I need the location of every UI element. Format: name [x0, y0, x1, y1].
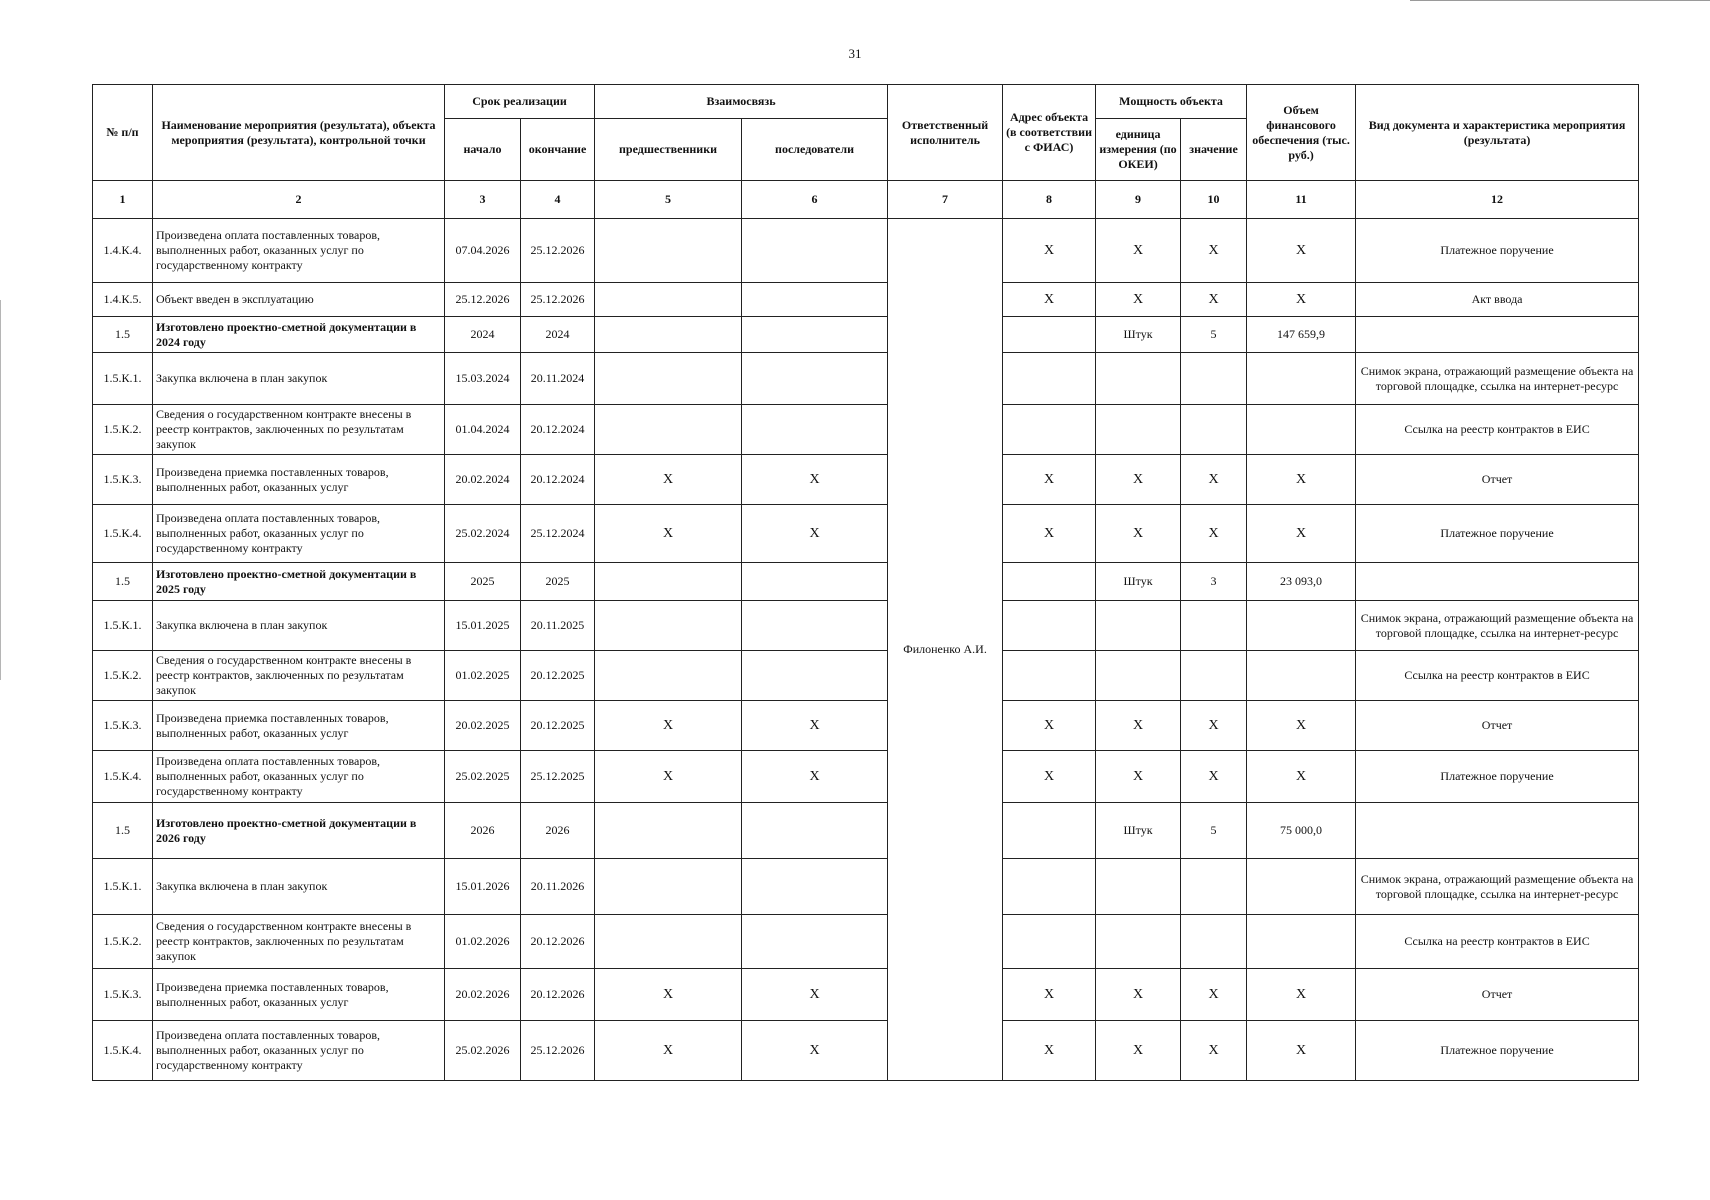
row-address: X	[1003, 505, 1096, 563]
row-unit: X	[1096, 505, 1181, 563]
row-address: X	[1003, 751, 1096, 803]
row-successors	[742, 317, 888, 353]
column-number: 1	[93, 181, 153, 219]
column-number-row	[93, 181, 1639, 219]
row-address: X	[1003, 283, 1096, 317]
row-doc	[1356, 317, 1639, 353]
table-row	[93, 283, 1639, 317]
row-end: 20.12.2026	[521, 969, 595, 1021]
row-name: Закупка включена в план закупок	[153, 353, 445, 405]
row-successors	[742, 405, 888, 455]
table-row	[93, 803, 1639, 859]
row-name: Сведения о государственном контракте внесены в реестр контрактов, заключенных по результатам закупок	[153, 915, 445, 969]
row-name: Произведена оплата поставленных товаров, выполненных работ, оказанных услуг по государственному контракту	[153, 219, 445, 283]
row-unit: Штук	[1096, 317, 1181, 353]
row-start: 01.02.2025	[445, 651, 521, 701]
row-address	[1003, 317, 1096, 353]
row-number: 1.5.К.1.	[93, 859, 153, 915]
row-start: 01.02.2026	[445, 915, 521, 969]
row-successors: X	[742, 751, 888, 803]
row-doc	[1356, 803, 1639, 859]
row-successors	[742, 219, 888, 283]
row-start: 15.01.2026	[445, 859, 521, 915]
row-number: 1.5.К.4.	[93, 1021, 153, 1081]
table-row	[93, 505, 1639, 563]
row-name: Сведения о государственном контракте внесены в реестр контрактов, заключенных по результатам закупок	[153, 651, 445, 701]
row-funding: X	[1247, 283, 1356, 317]
row-end: 20.11.2024	[521, 353, 595, 405]
column-number: 4	[521, 181, 595, 219]
row-end: 25.12.2025	[521, 751, 595, 803]
row-successors: X	[742, 455, 888, 505]
row-number: 1.5.К.2.	[93, 651, 153, 701]
row-predecessors	[595, 601, 742, 651]
row-value: X	[1181, 1021, 1247, 1081]
row-start: 25.02.2026	[445, 1021, 521, 1081]
row-successors: X	[742, 505, 888, 563]
row-end: 20.12.2025	[521, 701, 595, 751]
table-row	[93, 219, 1639, 283]
row-unit: X	[1096, 219, 1181, 283]
row-unit: Штук	[1096, 803, 1181, 859]
row-successors	[742, 651, 888, 701]
row-predecessors	[595, 915, 742, 969]
row-name: Произведена приемка поставленных товаров, выполненных работ, оказанных услуг	[153, 969, 445, 1021]
row-successors	[742, 915, 888, 969]
row-start: 20.02.2026	[445, 969, 521, 1021]
row-name: Изготовлено проектно-сметной документации в 2024 году	[153, 317, 445, 353]
row-value	[1181, 915, 1247, 969]
row-address: X	[1003, 219, 1096, 283]
row-doc	[1356, 563, 1639, 601]
column-number: 2	[153, 181, 445, 219]
row-value: 3	[1181, 563, 1247, 601]
column-number: 12	[1356, 181, 1639, 219]
row-value: X	[1181, 283, 1247, 317]
column-number: 7	[888, 181, 1003, 219]
row-name: Произведена оплата поставленных товаров, выполненных работ, оказанных услуг по государственному контракту	[153, 751, 445, 803]
row-start: 25.02.2025	[445, 751, 521, 803]
row-successors	[742, 353, 888, 405]
row-successors: X	[742, 969, 888, 1021]
header-funding: Объем финансового обеспечения (тыс. руб.)	[1247, 85, 1356, 181]
row-end: 20.12.2026	[521, 915, 595, 969]
row-unit	[1096, 601, 1181, 651]
row-unit: X	[1096, 969, 1181, 1021]
row-doc: Акт ввода	[1356, 283, 1639, 317]
plan-table	[92, 84, 1639, 1081]
table-row	[93, 353, 1639, 405]
row-doc: Снимок экрана, отражающий размещение объекта на торговой площадке, ссылка на интернет-ресурс	[1356, 859, 1639, 915]
row-number: 1.5.К.4.	[93, 505, 153, 563]
row-end: 2025	[521, 563, 595, 601]
row-funding	[1247, 601, 1356, 651]
row-address	[1003, 651, 1096, 701]
row-funding: X	[1247, 969, 1356, 1021]
row-end: 20.11.2025	[521, 601, 595, 651]
row-number: 1.5.К.2.	[93, 915, 153, 969]
row-address	[1003, 859, 1096, 915]
row-unit: X	[1096, 1021, 1181, 1081]
row-name: Закупка включена в план закупок	[153, 859, 445, 915]
row-doc: Отчет	[1356, 701, 1639, 751]
row-number: 1.5.К.1.	[93, 353, 153, 405]
row-doc: Снимок экрана, отражающий размещение объекта на торговой площадке, ссылка на интернет-ресурс	[1356, 601, 1639, 651]
row-doc: Отчет	[1356, 455, 1639, 505]
row-address: X	[1003, 455, 1096, 505]
row-funding: X	[1247, 219, 1356, 283]
row-value	[1181, 651, 1247, 701]
table-row	[93, 601, 1639, 651]
scan-edge-line	[1410, 0, 1710, 1]
row-value: X	[1181, 751, 1247, 803]
row-value: X	[1181, 701, 1247, 751]
row-name: Произведена приемка поставленных товаров, выполненных работ, оказанных услуг	[153, 701, 445, 751]
column-number: 5	[595, 181, 742, 219]
row-funding: X	[1247, 505, 1356, 563]
row-end: 20.12.2025	[521, 651, 595, 701]
row-successors	[742, 283, 888, 317]
table-row	[93, 751, 1639, 803]
row-start: 25.12.2026	[445, 283, 521, 317]
row-unit: X	[1096, 701, 1181, 751]
row-name: Произведена оплата поставленных товаров, выполненных работ, оказанных услуг по государственному контракту	[153, 1021, 445, 1081]
row-address	[1003, 563, 1096, 601]
row-name: Произведена оплата поставленных товаров, выполненных работ, оказанных услуг по государственному контракту	[153, 505, 445, 563]
row-address	[1003, 353, 1096, 405]
row-predecessors: X	[595, 505, 742, 563]
row-predecessors	[595, 651, 742, 701]
column-number: 8	[1003, 181, 1096, 219]
row-end: 25.12.2026	[521, 283, 595, 317]
row-value: 5	[1181, 803, 1247, 859]
header-row-top	[93, 85, 1639, 119]
row-address	[1003, 601, 1096, 651]
table-row	[93, 1021, 1639, 1081]
table-row	[93, 859, 1639, 915]
row-doc: Платежное поручение	[1356, 1021, 1639, 1081]
row-funding: X	[1247, 751, 1356, 803]
row-number: 1.5	[93, 317, 153, 353]
row-unit	[1096, 915, 1181, 969]
row-value	[1181, 859, 1247, 915]
row-number: 1.5	[93, 563, 153, 601]
header-capacity: Мощность объекта	[1096, 85, 1247, 119]
row-start: 2025	[445, 563, 521, 601]
row-successors: X	[742, 701, 888, 751]
row-predecessors	[595, 859, 742, 915]
row-predecessors	[595, 317, 742, 353]
row-funding	[1247, 859, 1356, 915]
row-number: 1.5	[93, 803, 153, 859]
row-predecessors: X	[595, 751, 742, 803]
row-predecessors	[595, 803, 742, 859]
row-successors: X	[742, 1021, 888, 1081]
header-period: Срок реализации	[445, 85, 595, 119]
table-row	[93, 405, 1639, 455]
row-value: X	[1181, 455, 1247, 505]
header-address: Адрес объекта (в соответствии с ФИАС)	[1003, 85, 1096, 181]
row-number: 1.5.К.3.	[93, 455, 153, 505]
column-number: 6	[742, 181, 888, 219]
row-start: 20.02.2024	[445, 455, 521, 505]
table-row	[93, 651, 1639, 701]
row-start: 15.03.2024	[445, 353, 521, 405]
row-address	[1003, 405, 1096, 455]
row-funding: X	[1247, 1021, 1356, 1081]
row-address: X	[1003, 1021, 1096, 1081]
row-unit	[1096, 859, 1181, 915]
row-start: 20.02.2025	[445, 701, 521, 751]
row-doc: Отчет	[1356, 969, 1639, 1021]
row-predecessors: X	[595, 701, 742, 751]
column-number: 3	[445, 181, 521, 219]
row-number: 1.5.К.4.	[93, 751, 153, 803]
row-value: X	[1181, 219, 1247, 283]
row-funding: X	[1247, 455, 1356, 505]
row-funding: 75 000,0	[1247, 803, 1356, 859]
row-end: 20.11.2026	[521, 859, 595, 915]
table-row	[93, 969, 1639, 1021]
row-value: 5	[1181, 317, 1247, 353]
header-successors: последователи	[742, 119, 888, 181]
row-predecessors	[595, 283, 742, 317]
row-unit: X	[1096, 751, 1181, 803]
row-value: X	[1181, 969, 1247, 1021]
column-number: 11	[1247, 181, 1356, 219]
row-unit	[1096, 651, 1181, 701]
row-predecessors: X	[595, 969, 742, 1021]
row-unit: Штук	[1096, 563, 1181, 601]
row-doc: Ссылка на реестр контрактов в ЕИС	[1356, 915, 1639, 969]
row-doc: Ссылка на реестр контрактов в ЕИС	[1356, 405, 1639, 455]
row-address: X	[1003, 701, 1096, 751]
table-row	[93, 563, 1639, 601]
row-value: X	[1181, 505, 1247, 563]
row-start: 07.04.2026	[445, 219, 521, 283]
responsible-person: Филоненко А.И.	[888, 219, 1003, 1081]
row-name: Объект введен в эксплуатацию	[153, 283, 445, 317]
row-unit	[1096, 405, 1181, 455]
row-number: 1.4.К.5.	[93, 283, 153, 317]
row-name: Произведена приемка поставленных товаров, выполненных работ, оказанных услуг	[153, 455, 445, 505]
row-start: 2026	[445, 803, 521, 859]
row-end: 20.12.2024	[521, 405, 595, 455]
row-end: 2026	[521, 803, 595, 859]
header-responsible: Ответственный исполнитель	[888, 85, 1003, 181]
header-start: начало	[445, 119, 521, 181]
row-funding	[1247, 353, 1356, 405]
row-doc: Снимок экрана, отражающий размещение объекта на торговой площадке, ссылка на интернет-ресурс	[1356, 353, 1639, 405]
row-number: 1.5.К.3.	[93, 969, 153, 1021]
row-end: 25.12.2026	[521, 1021, 595, 1081]
row-predecessors	[595, 405, 742, 455]
row-doc: Ссылка на реестр контрактов в ЕИС	[1356, 651, 1639, 701]
row-name: Закупка включена в план закупок	[153, 601, 445, 651]
header-unit: единица измерения (по ОКЕИ)	[1096, 119, 1181, 181]
table-row	[93, 701, 1639, 751]
row-funding: X	[1247, 701, 1356, 751]
row-number: 1.5.К.2.	[93, 405, 153, 455]
table-row	[93, 915, 1639, 969]
column-number: 10	[1181, 181, 1247, 219]
row-funding	[1247, 651, 1356, 701]
scan-edge-line	[0, 300, 1, 680]
row-start: 25.02.2024	[445, 505, 521, 563]
header-name: Наименование мероприятия (результата), объекта мероприятия (результата), контрольной точки	[153, 85, 445, 181]
row-funding	[1247, 405, 1356, 455]
row-value	[1181, 601, 1247, 651]
row-end: 20.12.2024	[521, 455, 595, 505]
row-value	[1181, 353, 1247, 405]
row-name: Изготовлено проектно-сметной документации в 2026 году	[153, 803, 445, 859]
row-successors	[742, 601, 888, 651]
row-number: 1.5.К.3.	[93, 701, 153, 751]
header-doc: Вид документа и характеристика мероприятия (результата)	[1356, 85, 1639, 181]
row-predecessors	[595, 563, 742, 601]
row-funding: 23 093,0	[1247, 563, 1356, 601]
row-name: Изготовлено проектно-сметной документации в 2025 году	[153, 563, 445, 601]
row-doc: Платежное поручение	[1356, 505, 1639, 563]
row-start: 15.01.2025	[445, 601, 521, 651]
header-end: окончание	[521, 119, 595, 181]
row-name: Сведения о государственном контракте внесены в реестр контрактов, заключенных по результатам закупок	[153, 405, 445, 455]
row-funding	[1247, 915, 1356, 969]
row-end: 2024	[521, 317, 595, 353]
page-number: 31	[848, 46, 862, 61]
row-number: 1.4.К.4.	[93, 219, 153, 283]
row-address	[1003, 915, 1096, 969]
row-unit: X	[1096, 455, 1181, 505]
row-successors	[742, 803, 888, 859]
row-doc: Платежное поручение	[1356, 751, 1639, 803]
table-row	[93, 455, 1639, 505]
row-unit	[1096, 353, 1181, 405]
row-successors	[742, 563, 888, 601]
header-predecessors: предшественники	[595, 119, 742, 181]
row-address	[1003, 803, 1096, 859]
row-unit: X	[1096, 283, 1181, 317]
header-num: № п/п	[93, 85, 153, 181]
row-end: 25.12.2024	[521, 505, 595, 563]
row-start: 01.04.2024	[445, 405, 521, 455]
table-row	[93, 317, 1639, 353]
header-relation: Взаимосвязь	[595, 85, 888, 119]
row-successors	[742, 859, 888, 915]
header-value: значение	[1181, 119, 1247, 181]
column-number: 9	[1096, 181, 1181, 219]
row-start: 2024	[445, 317, 521, 353]
row-value	[1181, 405, 1247, 455]
row-predecessors: X	[595, 455, 742, 505]
row-predecessors	[595, 353, 742, 405]
row-end: 25.12.2026	[521, 219, 595, 283]
row-predecessors	[595, 219, 742, 283]
row-predecessors: X	[595, 1021, 742, 1081]
row-number: 1.5.К.1.	[93, 601, 153, 651]
row-address: X	[1003, 969, 1096, 1021]
row-funding: 147 659,9	[1247, 317, 1356, 353]
row-doc: Платежное поручение	[1356, 219, 1639, 283]
